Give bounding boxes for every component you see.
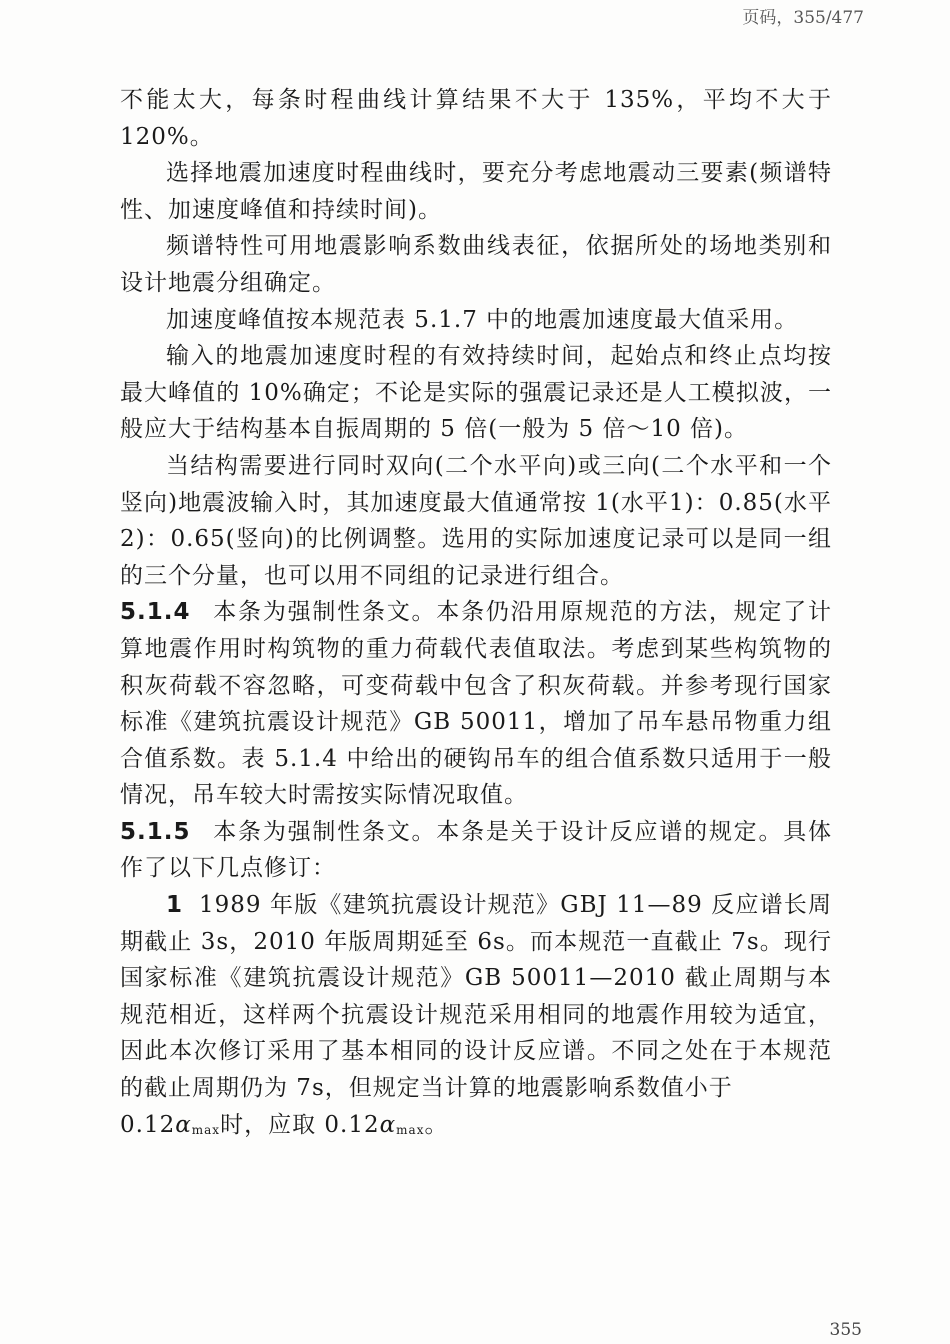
formula-value-a: 0.12 — [120, 1111, 176, 1138]
alpha-subscript: max — [191, 1122, 221, 1137]
page-indicator: 页码，355/477 — [742, 8, 864, 28]
formula-mid-text: 时，应取 — [220, 1111, 325, 1138]
paragraph-spectral-characteristics: 频谱特性可用地震影响系数曲线表征，依据所处的场地类别和设计地震分组确定。 — [120, 233, 832, 296]
item-text: 1989 年版《建筑抗震设计规范》GBJ 11—89 反应谱长周期截止 3s，2010 年版周期延至 6s。而本规范一直截止 7s。现行国家标准《建筑抗震设计规范》GB 50011—2010 截止周期与本规范相近，这样两个抗震设计规范采用相同的地震作用较为适宜，因此本次修订采用了基本相同的设计反应谱。不同之处在于本规范的截止周期仍为 7s，但规定当计算的地震影响系数值小于 — [120, 892, 832, 1102]
clause-number: 5.1.4 — [120, 599, 191, 626]
paragraph-duration: 输入的地震加速度时程的有效持续时间，起始点和终止点均按最大峰值的 10%确定；不论是实际的强震记录还是人工模拟波，一般应大于结构基本自振周期的 5 倍(一般为 5 倍～10 倍)。 — [120, 343, 832, 443]
paragraph-continuation: 不能太大，每条时程曲线计算结果不大于 135%，平均不大于 120%。 — [120, 87, 832, 150]
formula-value-b: 0.12 — [324, 1111, 380, 1138]
clause-text: 本条为强制性条文。本条是关于设计反应谱的规定。具体作了以下几点修订： — [120, 818, 832, 882]
list-item-1 — [120, 887, 832, 1148]
clause-number: 5.1.5 — [120, 818, 191, 845]
body-text — [120, 82, 832, 1148]
clause-text: 本条为强制性条文。本条仍沿用原规范的方法，规定了计算地震作用时构筑物的重力荷载代表值取法。考虑到某些构筑物的积灰荷载不容忽略，可变荷载中包含了积灰荷载。并参考现行国家标准《建筑抗震设计规范》GB 50011，增加了吊车悬吊物重力组合值系数。表 5.1.4 中给出的硬钩吊车的组合值系数只适用于一般情况，吊车较大时需按实际情况取值。 — [120, 599, 832, 809]
footer-page-number: 355 — [829, 1320, 862, 1340]
paragraph-time-history-selection: 选择地震加速度时程曲线时，要充分考虑地震动三要素(频谱特性、加速度峰值和持续时间)。 — [120, 160, 832, 223]
clause-5-1-5 — [120, 814, 832, 887]
paragraph-multi-direction-input: 当结构需要进行同时双向(二个水平向)或三向(二个水平和一个竖向)地震波输入时，其加速度最大值通常按 1(水平1)：0.85(水平2)：0.65(竖向)的比例调整。选用的实际加速度记录可以是同一组的三个分量，也可以用不同组的记录进行组合。 — [120, 452, 832, 589]
alpha-symbol: α — [175, 1111, 192, 1138]
clause-5-1-4 — [120, 594, 832, 814]
item-number: 1 — [166, 892, 184, 919]
alpha-subscript: max — [396, 1122, 425, 1137]
paragraph-peak-acceleration: 加速度峰值按本规范表 5.1.7 中的地震加速度最大值采用。 — [166, 306, 799, 333]
alpha-symbol: α — [379, 1111, 397, 1138]
formula-end-text: 。 — [424, 1111, 449, 1138]
